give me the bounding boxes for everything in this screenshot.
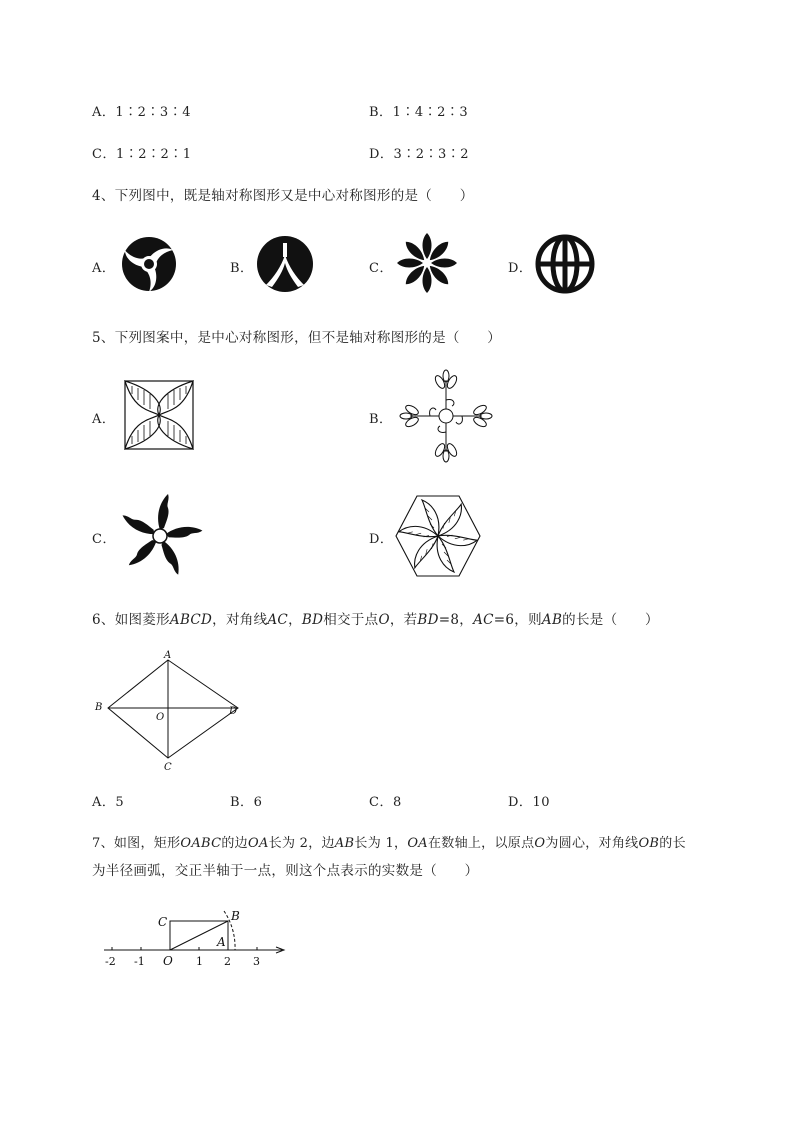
q4-label-b: B． [230,261,254,276]
option-text: 3∶2∶3∶2 [393,147,470,162]
q5-label-b: B． [369,412,393,427]
stem-text: =8， [438,612,474,628]
stem-text: 长为 2，边 [268,836,335,851]
stem-var: OA [407,836,428,851]
q7-stem-line2: 为半径画弧，交正半轴于一点，则这个点表示的实数是（ ） [92,863,479,879]
center-label-o: O [156,712,165,723]
option-label: A． [92,105,116,120]
stem-text: ， [288,612,302,628]
stem-var: OA [247,836,269,851]
option-label: C． [369,795,393,810]
stem-var: OABC [180,836,222,851]
globe-icon [538,237,592,291]
stem-text: =6，则 [493,612,542,628]
four-leaf-ornament-icon [400,370,492,462]
tick-label: -2 [105,955,116,968]
q6-option-c [369,791,402,810]
stem-text: 的长 [659,836,686,851]
person-character-icon [257,236,313,292]
q6-option-a [92,791,124,810]
q5-label-d: D． [369,532,394,547]
q6-rhombus-figure [92,648,252,772]
vertex-label-d: D [229,706,238,717]
stem-text: 相交于点 [323,612,379,628]
option-label: A． [92,795,116,810]
option-text: 8 [392,795,402,810]
q3-option-d [369,143,469,162]
option-text: 1∶2∶2∶1 [115,147,192,162]
square-petal-pattern-icon [125,381,193,449]
q3-option-b [369,101,468,120]
pinwheel-flower-icon [119,494,202,575]
q5-label-a: A． [92,412,116,427]
option-text: 10 [532,795,550,810]
stem-var: AB [541,612,563,628]
stem-text: 长为 1， [354,836,408,851]
q4-label-c: C． [369,261,393,276]
stem-var: BD [417,612,439,628]
q4-label-d: D． [508,261,533,276]
q7-stem-line1 [92,832,686,851]
option-label: B． [230,795,254,810]
option-label: D． [508,795,533,810]
q5-figure-a [124,380,194,450]
vertex-label-a: A [164,650,172,661]
stem-var: O [534,836,546,851]
option-label: C． [92,147,116,162]
tick-label: -1 [134,955,145,968]
option-label: D． [369,147,394,162]
q5-label-c: C． [92,532,116,547]
option-text: 5 [115,795,125,810]
hexagon-leaf-pattern-icon [396,496,480,576]
point-label-c: C [158,915,168,929]
q4-figure-a [118,233,180,295]
stem-var: AC [473,612,494,628]
tick-label: 3 [253,955,260,968]
q7-number-line-figure [100,908,290,970]
stem-text: 的边 [221,836,248,851]
stem-text: ，若 [389,612,418,628]
option-text: 1∶2∶3∶4 [115,105,191,120]
q4-figure-d [534,233,596,295]
q4-stem: 4、下列图中，既是轴对称图形又是中心对称图形的是（ ） [92,188,474,204]
q5-figure-d [394,494,482,578]
q6-option-b [230,791,262,810]
option-label: B． [369,105,393,120]
vertex-label-c: C [164,762,172,773]
flower-icon [397,233,457,293]
stem-text: 7、如图，矩形 [92,836,181,851]
q4-label-a: A． [92,261,116,276]
stem-var: OB [638,836,660,851]
stem-var: O [378,612,390,628]
tick-label: 1 [196,955,203,968]
stem-var: AB [334,836,355,851]
option-text: 1∶4∶2∶3 [392,105,469,120]
q6-stem [92,608,659,628]
q4-figure-c [394,230,460,296]
q3-option-c [92,143,192,162]
q3-option-a [92,101,191,120]
stem-var: BD [301,612,324,628]
stem-text: 的长是（ ） [562,612,659,628]
q6-option-d [508,791,550,810]
q4-figure-b [254,233,316,295]
point-label-b: B [231,909,240,923]
q5-figure-c [116,490,204,580]
tick-label: 2 [224,955,231,968]
stem-var: AC [267,612,289,628]
point-label-o: O [163,954,173,968]
q5-stem: 5、下列图案中，是中心对称图形，但不是轴对称图形的是（ ） [92,330,502,346]
stem-text: ，对角线 [212,612,268,628]
option-text: 6 [253,795,263,810]
stem-text: 6、如图菱形 [92,612,170,628]
vertex-label-b: B [95,702,103,713]
point-label-a: A [217,935,226,949]
stem-text: 在数轴上，以原点 [427,836,535,851]
stem-text: 为圆心，对角线 [545,836,639,851]
q5-figure-b [398,368,494,464]
triple-swirl-icon [122,237,176,293]
stem-var: ABCD [169,612,213,628]
rhombus-abcd [108,660,238,758]
